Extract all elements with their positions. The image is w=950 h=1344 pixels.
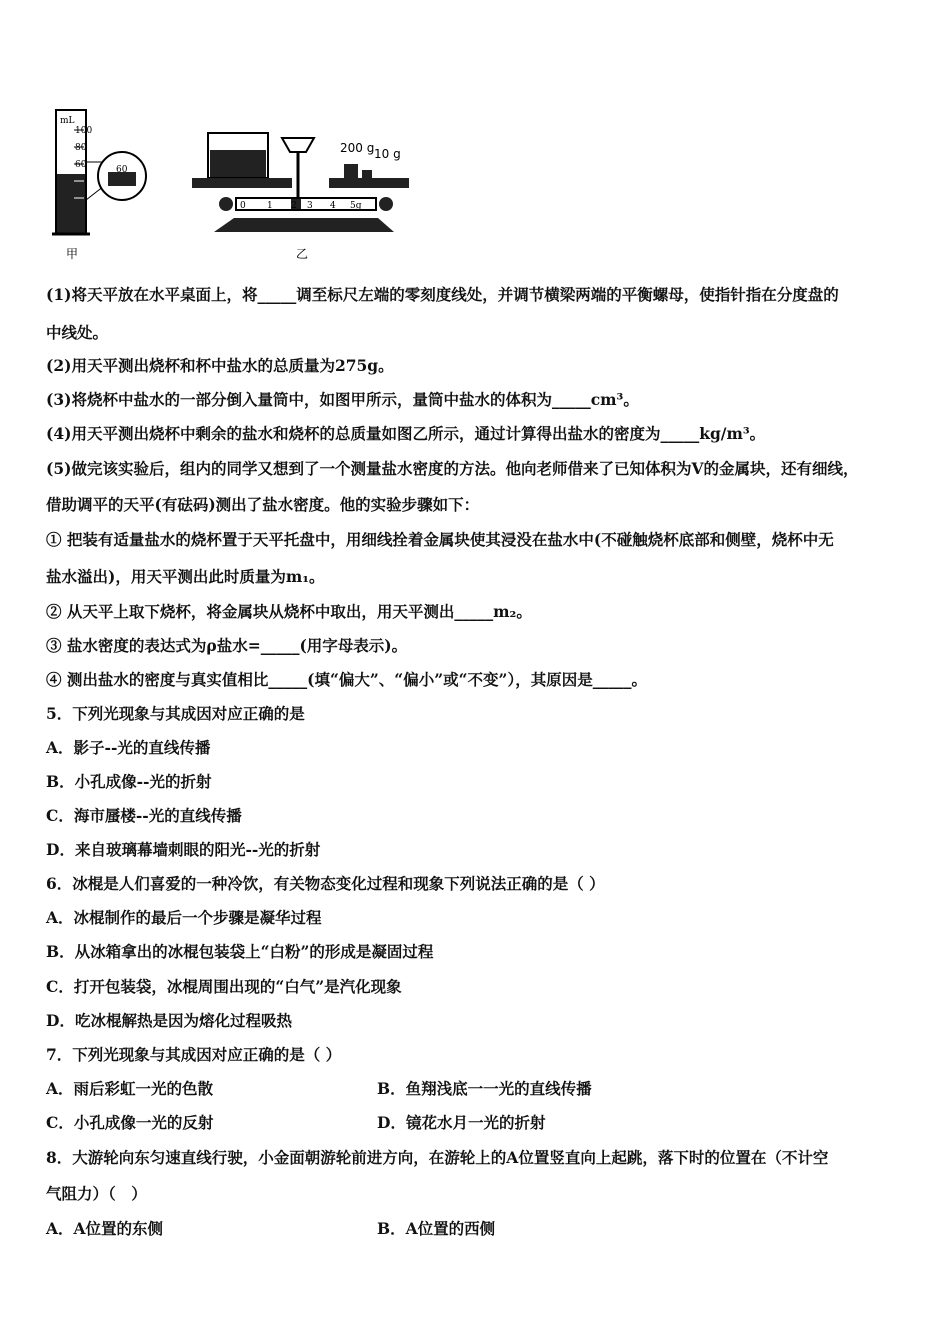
figure-svg [44,100,424,268]
scale-label: 1 [267,201,273,211]
question-8-line-2: 气阻力）（ ） [46,1184,147,1203]
step-5-line-2: 借助调平的天平(有砝码)测出了盐水密度。他的实验步骤如下： [46,495,480,514]
tick-label: 60 [75,160,87,170]
experiment-figure [44,100,424,268]
label-yi: 乙 [296,247,309,261]
substep-3: ③ 盐水密度的表达式为ρ盐水=_____(用字母表示)。 [46,636,408,655]
tick-label: 80 [75,143,87,153]
substep-1-line-1: ① 把装有适量盐水的烧杯置于天平托盘中，用细线拴着金属块使其浸没在盐水中(不碰触烧杯底部和侧壁，烧杯中无 [46,530,834,549]
q8-option-a: A．A位置的东侧 [46,1219,164,1238]
graduated-cylinder [52,110,146,261]
scale-label: 2 [291,201,297,211]
cylinder-unit: mL [60,116,75,126]
scale-label: 3 [307,201,313,211]
step-4: (4)用天平测出烧杯中剩余的盐水和烧杯的总质量如图乙所示，通过计算得出盐水的密度为_____kg/m³。 [46,424,766,443]
question-7: 7．下列光现象与其成因对应正确的是（ ） [46,1045,342,1064]
scale-label: 0 [240,201,246,211]
step-3: (3)将烧杯中盐水的一部分倒入量筒中，如图甲所示，量筒中盐水的体积为_____cm³。 [46,390,639,409]
q7-option-a: A．雨后彩虹一光的色散 [46,1079,214,1098]
question-6: 6．冰棍是人们喜爱的一种冷饮，有关物态变化过程和现象下列说法正确的是（ ） [46,874,605,893]
q5-option-b: B．小孔成像--光的折射 [46,772,212,791]
q6-option-c: C．打开包装袋，冰棍周围出现的“白气”是汽化现象 [46,977,402,996]
weight-10g: 10 g [374,147,401,161]
q5-option-c: C．海市蜃楼--光的直线传播 [46,806,242,825]
step-1-line-1: (1)将天平放在水平桌面上，将_____调至标尺左端的零刻度线处，并调节横梁两端的平衡螺母，使指针指在分度盘的 [46,285,839,304]
scale-label: 4 [330,201,336,211]
q7-option-c: C．小孔成像一光的反射 [46,1113,214,1132]
q6-option-b: B．从冰箱拿出的冰棍包装袋上“白粉”的形成是凝固过程 [46,942,434,961]
q6-option-d: D．吃冰棍解热是因为熔化过程吸热 [46,1011,292,1030]
weight-200g: 200 g [340,141,375,155]
q5-option-a: A．影子--光的直线传播 [46,738,211,757]
q7-option-d: D．镜花水月一光的折射 [377,1113,546,1132]
q8-option-b: B．A位置的西侧 [377,1219,496,1238]
balance [192,133,409,261]
q5-option-d: D．来自玻璃幕墙刺眼的阳光--光的折射 [46,840,321,859]
scale-label: 5g [350,201,362,211]
step-2: (2)用天平测出烧杯和杯中盐水的总质量为275g。 [46,356,394,375]
question-8-line-1: 8．大游轮向东匀速直线行驶，小金面朝游轮前进方向，在游轮上的A位置竖直向上起跳，落下时的位置在（不计空 [46,1148,829,1167]
q7-option-b: B．鱼翔浅底一一光的直线传播 [377,1079,592,1098]
substep-4: ④ 测出盐水的密度与真实值相比_____(填“偏大”、“偏小”或“不变”），其原因是_____。 [46,670,647,689]
step-5-line-1: (5)做完该实验后，组内的同学又想到了一个测量盐水密度的方法。他向老师借来了已知体积为V的金属块，还有细线， [46,459,859,478]
substep-1-line-2: 盐水溢出)，用天平测出此时质量为m₁。 [46,567,325,586]
q6-option-a: A．冰棍制作的最后一个步骤是凝华过程 [46,908,322,927]
zoom-reading: 60 [116,165,128,175]
substep-2: ② 从天平上取下烧杯，将金属块从烧杯中取出，用天平测出_____m₂。 [46,602,532,621]
step-1-line-2: 中线处。 [46,323,109,342]
question-5: 5．下列光现象与其成因对应正确的是 [46,704,305,723]
tick-label: 100 [75,126,93,136]
label-jia: 甲 [66,247,79,261]
